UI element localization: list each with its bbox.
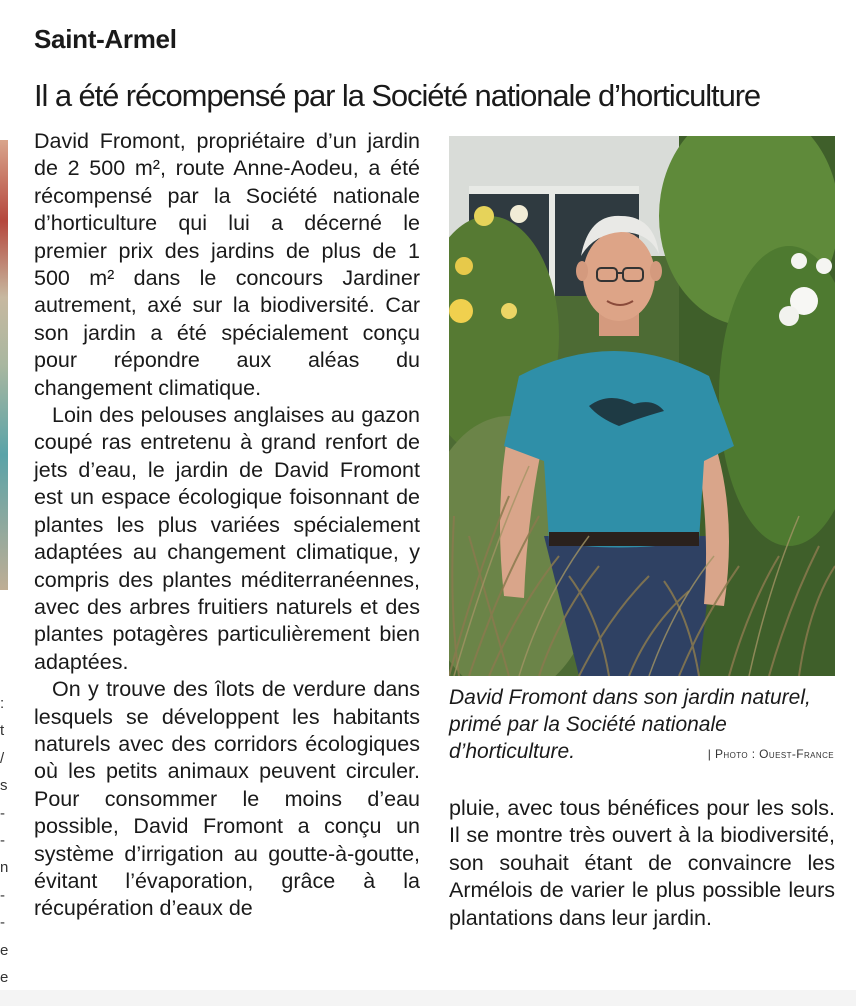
body-paragraph: pluie, avec tous bénéfices pour les sols. Il se montre très ouvert à la biodiversité, son souhait étant de convaincre les Armélois de varier le plus possible leurs plantations dans leur jardin.	[449, 796, 835, 930]
edge-glyph: t	[0, 722, 5, 740]
adjacent-text-fragments	[0, 690, 8, 991]
article-photo	[449, 136, 835, 676]
article-body-left-column	[34, 128, 420, 923]
caption-text: David Fromont dans son jardin naturel, primé par la Société nationale d’horticulture.	[449, 686, 811, 763]
edge-glyph: s	[0, 777, 8, 795]
article-body-right-column	[449, 795, 835, 932]
body-paragraph: David Fromont, propriétaire d’un jardin de 2 500 m², route Anne-Aodeu, a été récompensé par la Société nationale d’horticulture qui lui a décerné le premier prix des jardins de plus de 1 500 m² dans le concours Jardiner autrement, axé sur la biodiversité. Car son jardin a été spécialement conçu pour répondre aux aléas du changement climatique.	[34, 129, 420, 400]
edge-glyph: -	[0, 832, 5, 850]
photo-credit: | Photo : Ouest-France	[707, 747, 834, 761]
edge-glyph: -	[0, 804, 5, 822]
article-kicker: Saint-Armel	[34, 24, 177, 54]
edge-glyph: -	[0, 914, 5, 932]
edge-glyph: /	[0, 749, 5, 767]
adjacent-photo-fragment	[0, 140, 8, 590]
gardener-photo-illustration	[449, 136, 835, 676]
edge-glyph: -	[0, 886, 5, 904]
body-paragraph: On y trouve des îlots de verdure dans lesquels se développent les habitants naturels avec des corridors écologiques où les petits animaux peuvent circuler. Pour consommer le moins d’eau possible, David Fromont a conçu un système d’irrigation au goutte-à-goutte, évitant l’évaporation, grâce à la récupération d’eaux de	[34, 677, 420, 921]
article-headline: Il a été récompensé par la Société nationale d’horticulture	[34, 78, 761, 113]
edge-glyph: e	[0, 969, 8, 987]
body-paragraph: Loin des pelouses anglaises au gazon coupé ras entretenu à grand renfort de jets d’eau, le jardin de David Fromont est un espace écologique foisonnant de plantes les plus variées spécialement adaptées au changement climatique, y compris des plantes méditerranéennes, avec des arbres fruitiers naturels et des plantes potagères particulièrement bien adaptées.	[34, 403, 420, 674]
edge-glyph: n	[0, 859, 8, 877]
edge-glyph: e	[0, 941, 8, 959]
previous-article-edge	[0, 0, 8, 1006]
edge-glyph: :	[0, 695, 5, 712]
page-bottom-strip	[0, 990, 856, 1006]
